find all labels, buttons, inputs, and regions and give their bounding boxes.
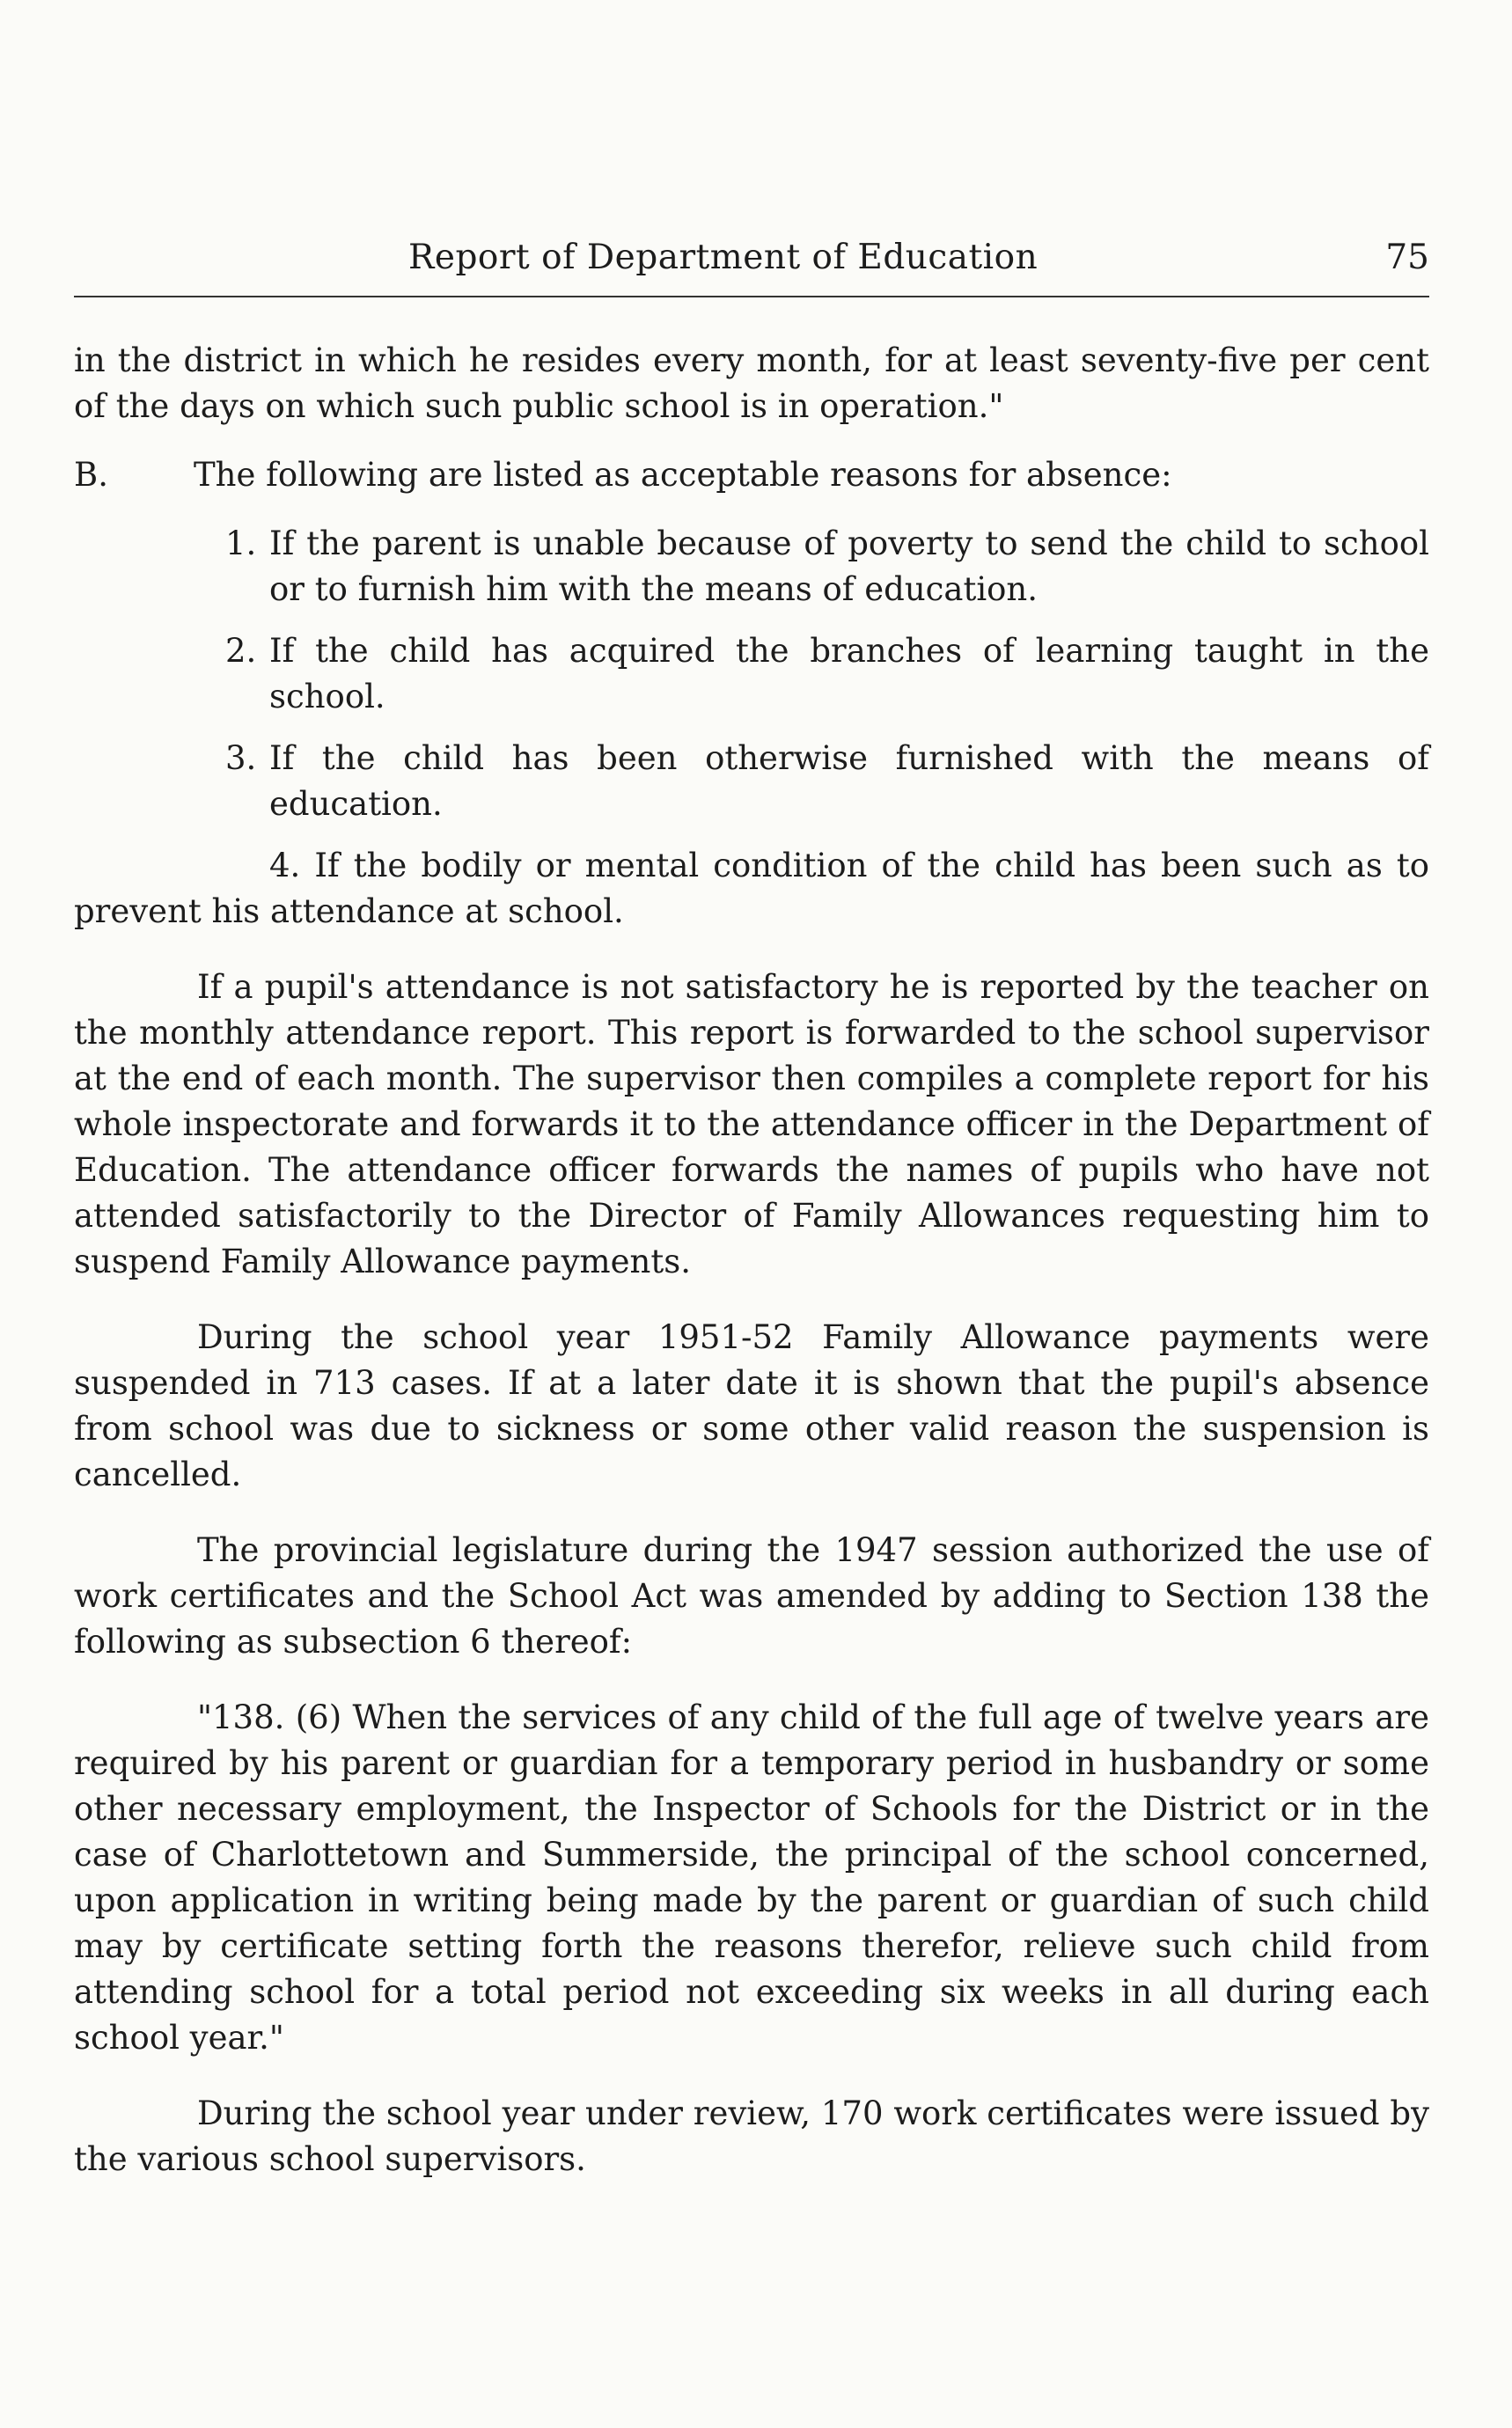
section-letter: B. (74, 456, 108, 494)
intro-paragraph: in the district in which he resides every month, for at least seventy-five per cent of the days on which such public school is in operation." (74, 341, 1429, 425)
list-item-number: 2. (225, 632, 257, 670)
list-item-hanging (74, 843, 1429, 935)
list-item-text: If the child has acquired the branches of learning taught in the school. (269, 632, 1429, 715)
page-header (74, 238, 1429, 290)
body-text (74, 338, 1429, 2182)
list-item-number: 4. (269, 847, 301, 884)
list-item (194, 628, 1429, 720)
list-item (194, 736, 1429, 827)
list-item (194, 521, 1429, 613)
page-number: 75 (1385, 238, 1429, 277)
section-heading-text: The following are listed as acceptable reasons for absence: (194, 456, 1172, 494)
body-paragraph: During the school year under review, 170 work certificates were issued by the various school supervisors. (74, 2094, 1429, 2178)
running-header-title: Report of Department of Education (408, 238, 1039, 277)
list-item-number: 1. (225, 524, 257, 562)
quoted-statute: "138. (6) When the services of any child of the full age of twelve years are required by his parent or guardian for a temporary period in husbandry or some other necessary employment, the Inspector of Schools for the District or in the case of Charlottetown and Summerside, the principal of the school concerned, upon application in writing being made by the parent or guardian of such child may by certificate setting forth the reasons therefor, relieve such child from attending school for a total period not exceeding six weeks in all during each school year." (74, 1698, 1429, 2057)
header-rule (74, 296, 1429, 297)
list-item-number: 3. (225, 739, 257, 777)
section-b-heading (74, 452, 1429, 498)
list-item-text: If the child has been otherwise furnished with the means of education. (269, 739, 1429, 823)
body-paragraph: During the school year 1951-52 Family Allowance payments were suspended in 713 cases. If at a later date it is shown that the pupil's absence from school was due to sickness or some other valid reason the suspension is cancelled. (74, 1318, 1429, 1493)
body-paragraph: The provincial legislature during the 1947 session authorized the use of work certificates and the School Act was amended by adding to Section 138 the following as subsection 6 thereof: (74, 1531, 1429, 1661)
list-item-text: If the bodily or mental condition of the child has been such as to prevent his attendance at school. (74, 847, 1430, 930)
body-paragraph: If a pupil's attendance is not satisfactory he is reported by the teacher on the monthly attendance report. This report is forwarded to the school supervisor at the end of each month. The supervisor then compiles a complete report for his whole inspectorate and forwards it to the attendance officer in the Department of Education. The attendance officer forwards the names of pupils who have not attended satisfactorily to the Director of Family Allowances requesting him to suspend Family Allowance payments. (74, 968, 1429, 1280)
list-item-text: If the parent is unable because of poverty to send the child to school or to furnish him with the means of education. (269, 524, 1429, 608)
